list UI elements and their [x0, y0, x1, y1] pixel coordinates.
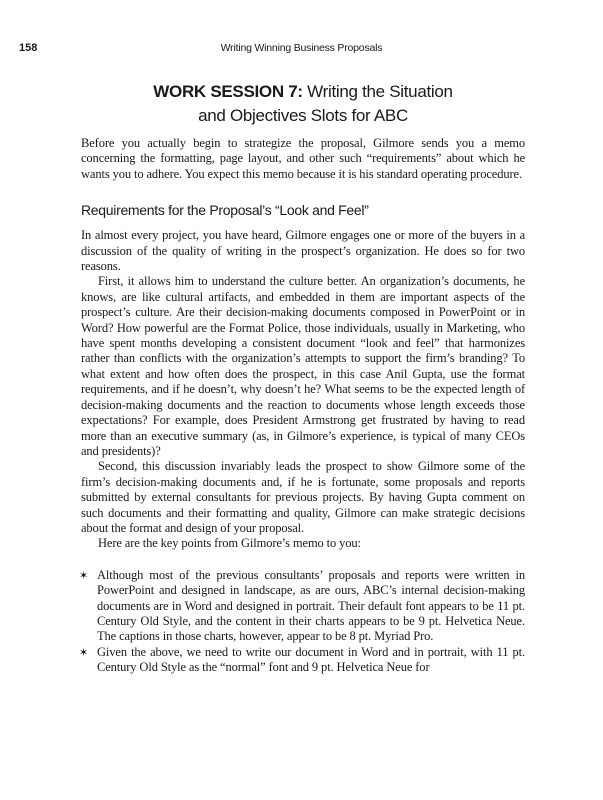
- section-title-line2: and Objectives Slots for ABC: [198, 106, 408, 125]
- body-paragraph-3: Second, this discussion invariably leads the prospect to show Gilmore some of the firm’s decision-making documents and, if he is fortunate, some proposals and reports submitted by external consultants for previous projects. By having Gupta comment on such documents and their formatting and quality, Gilmore can make strategic decisions about the format and design of your proposal.: [81, 459, 525, 535]
- body-paragraph-4: Here are the key points from Gilmore’s memo to you:: [98, 536, 361, 551]
- body-paragraph-2: First, it allows him to understand the culture better. An organization’s documents, he knows, are like cultural artifacts, and embedded in them are important aspects of the prospect’s culture. Are their decision-making documents composed in PowerPoint or in Word? How powerful are the Format Police, those individuals, usually in Marketing, who have spent months developing a consistent document “look and feel” that harmonizes rather than conflicts with the organization’s attempts to support the firm’s branding? To what extent and how often does the prospect, in this case Anil Gupta, use the format requirements, and if he doesn’t, why doesn’t he? What seems to be the expected length of decision-making documents and the reaction to documents whose length exceeds those expectations? For example, does President Armstrong get frustrated by having to read more than an executive summary (as, in Gilmore’s experience, is typical of many CEOs and presidents)?: [81, 274, 525, 458]
- section-title: [81, 80, 525, 128]
- page-number: 158: [19, 42, 38, 54]
- list-item-text: Although most of the previous consultants’ proposals and reports were written in PowerPoint and designed in landscape, as are ours, ABC’s internal decision-making documents are in Word and designed in portrait. Their default font appears to be 11 pt. Century Old Style, and the content in their charts appears to be 9 pt. Helvetica Neue. The captions in those charts, however, appear to be 8 pt. Myriad Pro.: [97, 567, 525, 644]
- list-item-text: Given the above, we need to write our document in Word and in portrait, with 11 pt. Century Old Style as the “normal” font and 9 pt. Helvetica Neue for: [97, 644, 525, 675]
- running-title: Writing Winning Business Proposals: [220, 42, 383, 54]
- section-title-line1: Writing the Situation: [302, 82, 453, 101]
- page-body: [81, 80, 525, 676]
- subheading: Requirements for the Proposal’s “Look and Feel”: [81, 202, 369, 219]
- list-item: [81, 645, 525, 676]
- page-header: [0, 42, 603, 58]
- section-title-bold: WORK SESSION 7:: [153, 82, 303, 101]
- bullet-icon: ✶: [79, 645, 89, 659]
- bullet-icon: ✶: [79, 568, 89, 582]
- body-paragraph-1: In almost every project, you have heard, Gilmore engages one or more of the buyers in a discussion of the quality of writing in the prospect’s organization. He does so for two reasons.: [81, 228, 525, 274]
- intro-paragraph: Before you actually begin to strategize the proposal, Gilmore sends you a memo concerning the formatting, page layout, and other such “requirements” about which he wants you to adhere. You expect this memo because it is his standard operating procedure.: [81, 136, 525, 181]
- memo-points-list: [81, 568, 525, 676]
- list-item: [81, 568, 525, 645]
